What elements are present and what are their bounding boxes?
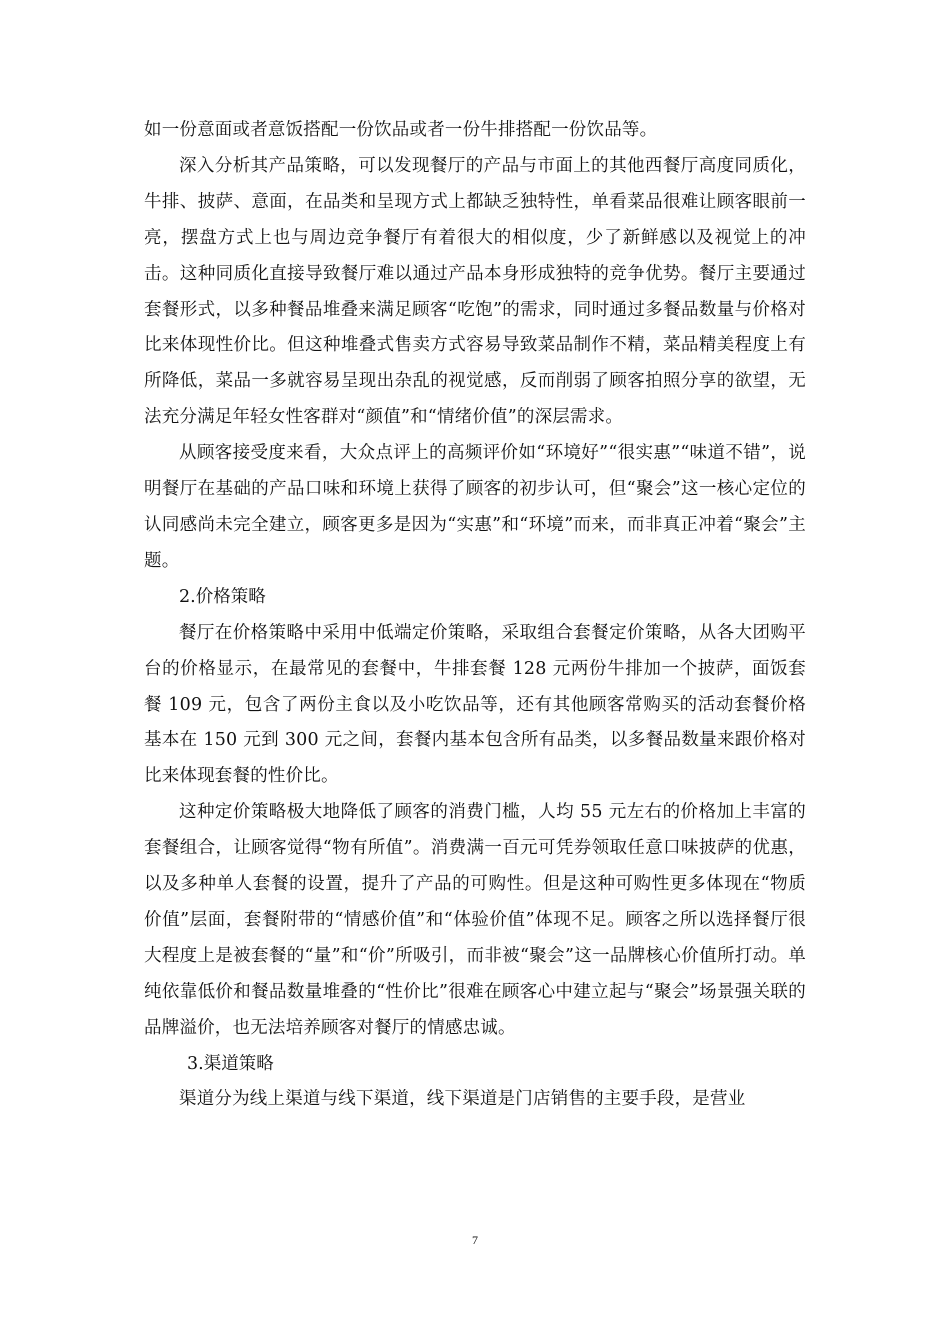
- paragraph-channel-strategy: 渠道分为线上渠道与线下渠道，线下渠道是门店销售的主要手段，是营业: [179, 1089, 746, 1110]
- body-text: [144, 113, 806, 1118]
- paragraph-price-strategy: 餐厅在价格策略中采用中低端定价策略，采取组合套餐定价策略，从各大团购平台的价格显示，在最常见的套餐中，牛排套餐 128 元两份牛排加一个披萨，面饭套餐 109 元，包含了两份主食以及小吃饮品等，还有其他顾客常购买的活动套餐价格基本在 150 元到 300 元之间，套餐内基本包含所有品类，以多餐品数量来跟价格对比来体现套餐的性价比。: [144, 622, 806, 787]
- section-heading-price-strategy: 2.价格策略: [179, 586, 266, 607]
- paragraph-continued: 如一份意面或者意饭搭配一份饮品或者一份牛排搭配一份饮品等。: [144, 120, 658, 140]
- paragraph-customer-acceptance: 从顾客接受度来看，大众点评上的高频评价如“环境好”“很实惠”“味道不错”，说明餐厅在基础的产品口味和环境上获得了顾客的初步认可，但“聚会”这一核心定位的认同感尚未完全建立，顾客更多是因为“实惠”和“环境”而来，而非真正冲着“聚会”主题。: [144, 443, 806, 571]
- page-number: 7: [472, 1233, 478, 1247]
- paragraph-pricing-effect: 这种定价策略极大地降低了顾客的消费门槛，人均 55 元左右的价格加上丰富的套餐组合，让顾客觉得“物有所值”。消费满一百元可凭券领取任意口味披萨的优惠，以及多种单人套餐的设置，提升了产品的可购性。但是这种可购性更多体现在“物质价值”层面，套餐附带的“情感价值”和“体验价值”体现不足。顾客之所以选择餐厅很大程度上是被套餐的“量”和“价”所吸引，而非被“聚会”这一品牌核心价值所打动。单纯依靠低价和餐品数量堆叠的“性价比”很难在顾客心中建立起与“聚会”场景强关联的品牌溢价，也无法培养顾客对餐厅的情感忠诚。: [144, 802, 806, 1038]
- paragraph-product-strategy-analysis: 深入分析其产品策略，可以发现餐厅的产品与市面上的其他西餐厅高度同质化，牛排、披萨、意面，在品类和呈现方式上都缺乏独特性，单看菜品很难让顾客眼前一亮，摆盘方式上也与周边竞争餐厅有着很大的相似度，少了新鲜感以及视觉上的冲击。这种同质化直接导致餐厅难以通过产品本身形成独特的竞争优势。餐厅主要通过套餐形式，以多种餐品堆叠来满足顾客“吃饱”的需求，同时通过多餐品数量与价格对比来体现性价比。但这种堆叠式售卖方式容易导致菜品制作不精，菜品精美程度上有所降低，菜品一多就容易呈现出杂乱的视觉感，反而削弱了顾客拍照分享的欲望，无法充分满足年轻女性客群对“颜值”和“情绪价值”的深层需求。: [144, 155, 806, 428]
- section-heading-channel-strategy: 3.渠道策略: [187, 1053, 274, 1074]
